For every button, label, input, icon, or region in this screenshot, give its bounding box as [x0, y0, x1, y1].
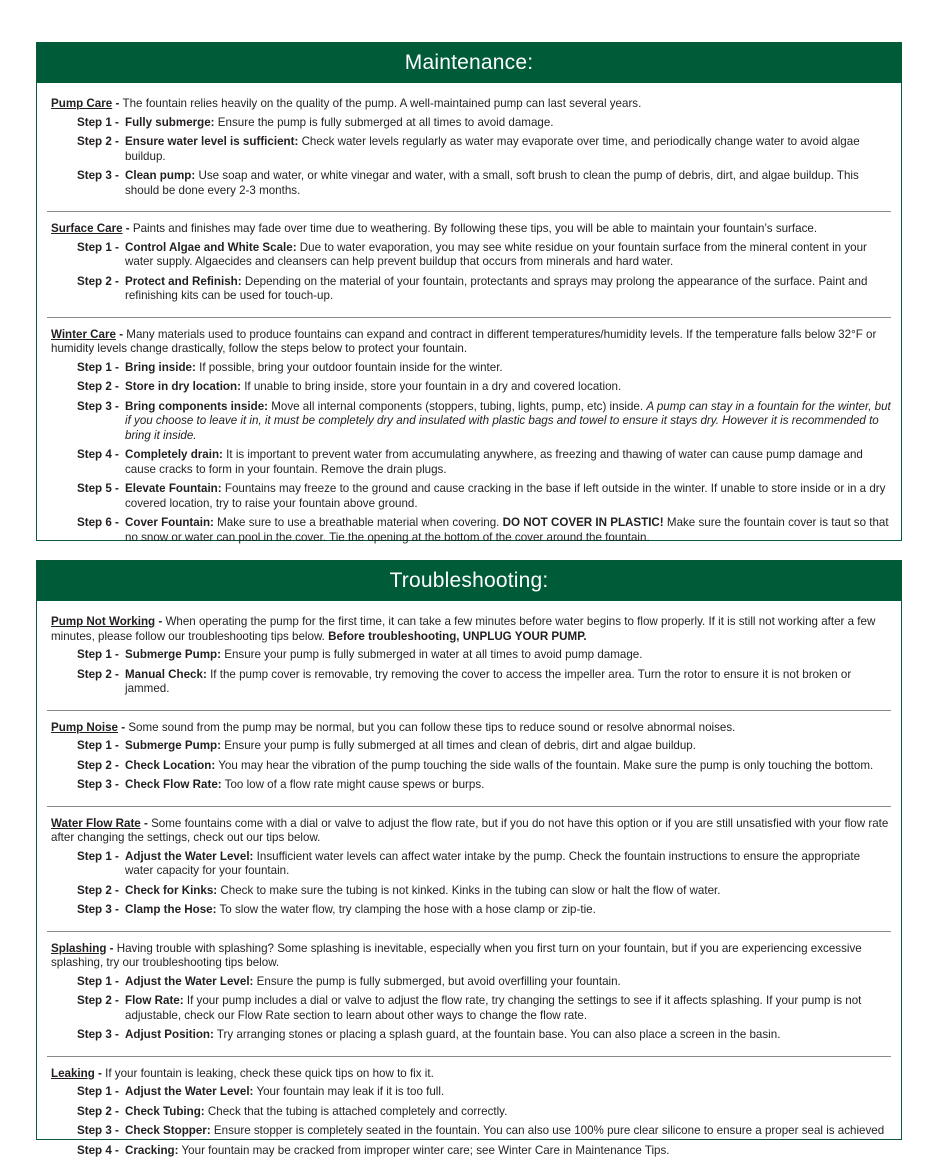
step-item	[47, 400, 891, 444]
step-label: Step 3 -	[77, 1124, 119, 1139]
section-title: Pump Care	[51, 97, 112, 110]
step-text: To slow the water flow, try clamping the hose with a hose clamp or zip-tie.	[220, 903, 596, 916]
step-title: Control Algae and White Scale:	[125, 241, 297, 254]
step-text: If unable to bring inside, store your fountain in a dry and covered location.	[244, 380, 621, 393]
step-title: Cracking:	[125, 1144, 178, 1157]
step-title: Bring components inside:	[125, 400, 268, 413]
step-item	[47, 1085, 891, 1100]
step-title: Elevate Fountain:	[125, 482, 222, 495]
section-intro-text: Many materials used to produce fountains can expand and contract in different temperatures/humidity levels. If the temperature falls below 32°F or humidity levels change drastically, follow the steps below to protect your fountain.	[51, 328, 876, 356]
step-label: Step 1 -	[77, 116, 119, 131]
step-label: Step 1 -	[77, 648, 119, 663]
step-title: Clamp the Hose:	[125, 903, 216, 916]
step-item	[47, 850, 891, 879]
section	[47, 1056, 891, 1171]
step-text: It is important to prevent water from accumulating anywhere, as freezing and thawing of water can cause pump damage and cause cracks to form in your fountain. Remove the drain plugs.	[125, 448, 863, 476]
section	[47, 710, 891, 806]
section-title: Splashing	[51, 942, 106, 955]
section	[47, 806, 891, 931]
step-title: Manual Check:	[125, 668, 207, 681]
step-text: Depending on the material of your fountain, protectants and sprays may prolong the appearance of the surface. Paint and refinishing kits can be used for touch-up.	[125, 275, 867, 303]
step-text: Make sure the fountain cover is taut so that no snow or water can pool in the cover. Tie the opening at the bottom of the cover around the fountain.	[125, 516, 889, 544]
step-text: Move all internal components (stoppers, tubing, lights, pump, etc) inside.	[271, 400, 643, 413]
section-intro	[47, 721, 891, 736]
troubleshooting-header: Troubleshooting:	[37, 561, 901, 601]
section-intro	[47, 942, 891, 971]
section-intro-text: Having trouble with splashing? Some splashing is inevitable, especially when you first turn on your fountain, but if you are experiencing excessive splashing, try our troubleshooting tips below.	[51, 942, 862, 970]
step-text: Ensure the pump is fully submerged, but avoid overfilling your fountain.	[257, 975, 621, 988]
step-item	[47, 1124, 891, 1139]
step-title: Check Tubing:	[125, 1105, 205, 1118]
step-text: Too low of a flow rate might cause spews or burps.	[225, 778, 485, 791]
section-title: Winter Care	[51, 328, 116, 341]
step-title: Adjust the Water Level:	[125, 1085, 253, 1098]
step-title: Check Stopper:	[125, 1124, 211, 1137]
step-label: Step 3 -	[77, 169, 119, 184]
step-text: You may hear the vibration of the pump touching the side walls of the fountain. Make sure the pump is only touching the bottom.	[218, 759, 873, 772]
section	[47, 317, 891, 559]
step-item	[47, 135, 891, 164]
step-label: Step 2 -	[77, 1105, 119, 1120]
step-text: Ensure your pump is fully submerged in water at all times to avoid pump damage.	[224, 648, 642, 661]
section-intro	[47, 817, 891, 846]
section	[47, 87, 891, 211]
step-note: A pump can stay in a fountain for the winter, but if you choose to leave it in, it must be completely dry and insulated with plastic bags and towel to ensure it stays dry. However it is recommended to bring it inside.	[125, 400, 891, 442]
step-item	[47, 169, 891, 198]
step-label: Step 3 -	[77, 903, 119, 918]
step-title: Clean pump:	[125, 169, 195, 182]
section-intro-text: If your fountain is leaking, check these quick tips on how to fix it.	[105, 1067, 434, 1080]
section-dash: -	[106, 942, 116, 955]
section-title: Pump Not Working	[51, 615, 155, 628]
step-label: Step 1 -	[77, 739, 119, 754]
section-intro-text: When operating the pump for the first time, it can take a few minutes before water begins to flow properly. If it is still not working after a few minutes, please follow our troubleshooting tips below.	[51, 615, 875, 643]
step-item	[47, 516, 891, 545]
step-text: Your fountain may be cracked from improper winter care; see Winter Care in Maintenance Tips.	[182, 1144, 670, 1157]
step-title: Check Flow Rate:	[125, 778, 222, 791]
step-label: Step 1 -	[77, 975, 119, 990]
section-intro-text: The fountain relies heavily on the quality of the pump. A well-maintained pump can last several years.	[123, 97, 642, 110]
section-dash: -	[95, 1067, 105, 1080]
step-item	[47, 1028, 891, 1043]
step-item	[47, 648, 891, 663]
step-label: Step 3 -	[77, 400, 119, 415]
step-title: Adjust the Water Level:	[125, 850, 253, 863]
section-intro	[47, 222, 891, 237]
step-label: Step 3 -	[77, 778, 119, 793]
step-label: Step 1 -	[77, 1085, 119, 1100]
step-text: Ensure the pump is fully submerged at all times to avoid damage.	[218, 116, 554, 129]
step-title: Bring inside:	[125, 361, 196, 374]
section-dash: -	[155, 615, 165, 628]
section-title: Leaking	[51, 1067, 95, 1080]
step-warning: DO NOT COVER IN PLASTIC!	[503, 516, 664, 529]
step-label: Step 2 -	[77, 668, 119, 683]
section-intro	[47, 97, 891, 112]
section-intro-text: Paints and finishes may fade over time due to weathering. By following these tips, you will be able to maintain your fountain’s surface.	[133, 222, 817, 235]
maintenance-header: Maintenance:	[37, 43, 901, 83]
maintenance-body	[37, 83, 901, 558]
step-text: Ensure stopper is completely seated in the fountain. You can also use 100% pure clear silicone to ensure a proper seal is achieved	[214, 1124, 884, 1137]
step-text: Make sure to use a breathable material when covering.	[217, 516, 499, 529]
step-label: Step 1 -	[77, 241, 119, 256]
step-title: Adjust the Water Level:	[125, 975, 253, 988]
step-label: Step 2 -	[77, 275, 119, 290]
step-item	[47, 739, 891, 754]
step-item	[47, 778, 891, 793]
step-item	[47, 1144, 891, 1159]
step-text: Ensure your pump is fully submerged at all times and clean of debris, dirt and algae buildup.	[224, 739, 696, 752]
section	[47, 931, 891, 1056]
section-dash: -	[116, 328, 126, 341]
step-title: Check for Kinks:	[125, 884, 217, 897]
step-label: Step 6 -	[77, 516, 119, 531]
step-label: Step 2 -	[77, 884, 119, 899]
step-item	[47, 975, 891, 990]
section-title: Water Flow Rate	[51, 817, 141, 830]
step-text: If your pump includes a dial or valve to adjust the flow rate, try changing the settings to see if it affects splashing. If your pump is not adjustable, check our Flow Rate section to learn about other ways to change the flow rate.	[125, 994, 861, 1022]
step-item	[47, 380, 891, 395]
step-item	[47, 884, 891, 899]
step-item	[47, 275, 891, 304]
step-label: Step 5 -	[77, 482, 119, 497]
step-label: Step 4 -	[77, 1144, 119, 1159]
step-title: Fully submerge:	[125, 116, 215, 129]
section-intro	[47, 1067, 891, 1082]
step-title: Check Location:	[125, 759, 215, 772]
step-text: Check that the tubing is attached completely and correctly.	[208, 1105, 507, 1118]
step-title: Cover Fountain:	[125, 516, 214, 529]
step-label: Step 1 -	[77, 850, 119, 865]
step-title: Completely drain:	[125, 448, 223, 461]
step-text: Try arranging stones or placing a splash guard, at the fountain base. You can also place a screen in the basin.	[217, 1028, 781, 1041]
step-title: Flow Rate:	[125, 994, 184, 1007]
step-text: Check water levels regularly as water may evaporate over time, and periodically change water to avoid algae buildup.	[125, 135, 860, 163]
section-dash: -	[118, 721, 128, 734]
section-dash: -	[112, 97, 122, 110]
section-intro	[47, 615, 891, 644]
step-text: Your fountain may leak if it is too full.	[256, 1085, 444, 1098]
section	[47, 605, 891, 710]
section	[47, 211, 891, 317]
step-title: Adjust Position:	[125, 1028, 214, 1041]
step-title: Protect and Refinish:	[125, 275, 242, 288]
step-item	[47, 482, 891, 511]
step-item	[47, 903, 891, 918]
step-text: If the pump cover is removable, try removing the cover to access the impeller area. Turn the rotor to ensure it is not broken or jammed.	[125, 668, 851, 696]
step-text: Due to water evaporation, you may see white residue on your fountain surface from the mineral content in your water supply. Algaecides and cleansers can help prevent buildup that occurs from minerals and hard water.	[125, 241, 867, 269]
section-intro-warning: Before troubleshooting, UNPLUG YOUR PUMP.	[328, 630, 587, 643]
troubleshooting-body	[37, 601, 901, 1171]
step-item	[47, 994, 891, 1023]
section-intro-text: Some fountains come with a dial or valve to adjust the flow rate, but if you do not have this option or if you are still unsatisfied with your flow rate after changing the settings, check out our tips below.	[51, 817, 888, 845]
step-item	[47, 668, 891, 697]
step-item	[47, 1105, 891, 1120]
step-label: Step 4 -	[77, 448, 119, 463]
section-dash: -	[141, 817, 151, 830]
section-title: Surface Care	[51, 222, 123, 235]
step-item	[47, 361, 891, 376]
step-title: Store in dry location:	[125, 380, 241, 393]
step-title: Submerge Pump:	[125, 648, 221, 661]
step-label: Step 2 -	[77, 380, 119, 395]
maintenance-panel	[36, 42, 902, 541]
step-title: Ensure water level is sufficient:	[125, 135, 298, 148]
step-text: Fountains may freeze to the ground and cause cracking in the base if left outside in the winter. If unable to store inside or in a dry covered location, try to raise your fountain above ground.	[125, 482, 885, 510]
step-text: Insufficient water levels can affect water intake by the pump. Check the fountain instructions to ensure the appropriate water capacity for your fountain.	[125, 850, 860, 878]
step-label: Step 2 -	[77, 759, 119, 774]
step-title: Submerge Pump:	[125, 739, 221, 752]
troubleshooting-panel	[36, 560, 902, 1140]
step-item	[47, 116, 891, 131]
step-item	[47, 759, 891, 774]
section-intro	[47, 328, 891, 357]
section-dash: -	[123, 222, 133, 235]
section-intro-text: Some sound from the pump may be normal, but you can follow these tips to reduce sound or resolve abnormal noises.	[128, 721, 735, 734]
step-label: Step 1 -	[77, 361, 119, 376]
step-text: Check to make sure the tubing is not kinked. Kinks in the tubing can slow or halt the flow of water.	[220, 884, 720, 897]
step-item	[47, 241, 891, 270]
step-label: Step 2 -	[77, 994, 119, 1009]
step-text: Use soap and water, or white vinegar and water, with a small, soft brush to clean the pump of debris, dirt, and algae buildup. This should be done every 2-3 months.	[125, 169, 859, 197]
step-label: Step 2 -	[77, 135, 119, 150]
step-text: If possible, bring your outdoor fountain inside for the winter.	[199, 361, 503, 374]
step-item	[47, 448, 891, 477]
section-title: Pump Noise	[51, 721, 118, 734]
step-label: Step 3 -	[77, 1028, 119, 1043]
